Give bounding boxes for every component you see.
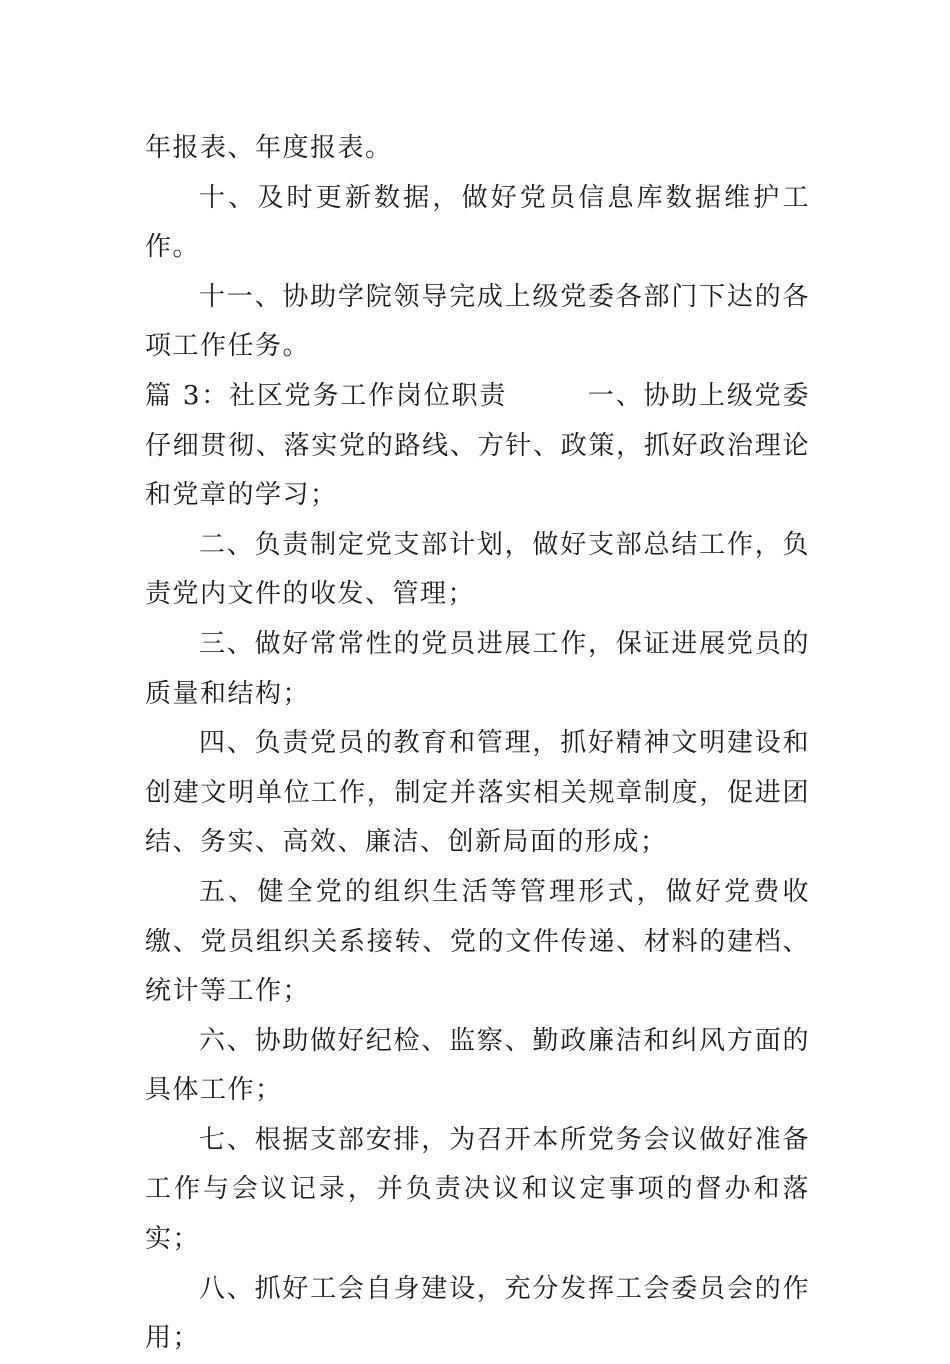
paragraph-item-8: 八、抓好工会自身建设，充分发挥工会委员会的作用； <box>145 1273 810 1354</box>
paragraph-item-11: 十一、协助学院领导完成上级党委各部门下达的各项工作任务。 <box>145 281 810 362</box>
paragraph-item-7: 七、根据支部安排，为召开本所党务会议做好准备工作与会议记录，并负责决议和议定事项的督办和落实； <box>145 1124 810 1255</box>
section-heading: 篇 3：社区党务工作岗位职责 <box>145 380 508 411</box>
section-first-item: 一、协助上级党委仔细贯彻、落实党的路线、方针、政策，抓好政治理论和党章的学习； <box>145 380 810 511</box>
paragraph-item-5: 五、健全党的组织生活等管理形式，做好党费收缴、党员组织关系接转、党的文件传递、材料的建档、统计等工作； <box>145 876 810 1007</box>
paragraph-continuation: 年报表、年度报表。 <box>145 133 393 163</box>
document-page <box>145 124 810 1364</box>
section-heading-paragraph <box>145 372 810 521</box>
paragraph-item-10: 十、及时更新数据，做好党员信息库数据维护工作。 <box>145 182 810 263</box>
paragraph-item-2: 二、负责制定党支部计划，做好支部总结工作，负责党内文件的收发、管理； <box>145 529 810 610</box>
heading-gap <box>507 381 588 411</box>
paragraph-item-4: 四、负责党员的教育和管理，抓好精神文明建设和创建文明单位工作，制定并落实相关规章制度，促进团结、务实、高效、廉洁、创新局面的形成； <box>145 728 810 858</box>
paragraph-item-6: 六、协助做好纪检、监察、勤政廉洁和纠风方面的具体工作； <box>145 1025 810 1106</box>
paragraph-item-3: 三、做好常常性的党员进展工作，保证进展党员的质量和结构； <box>145 628 810 709</box>
